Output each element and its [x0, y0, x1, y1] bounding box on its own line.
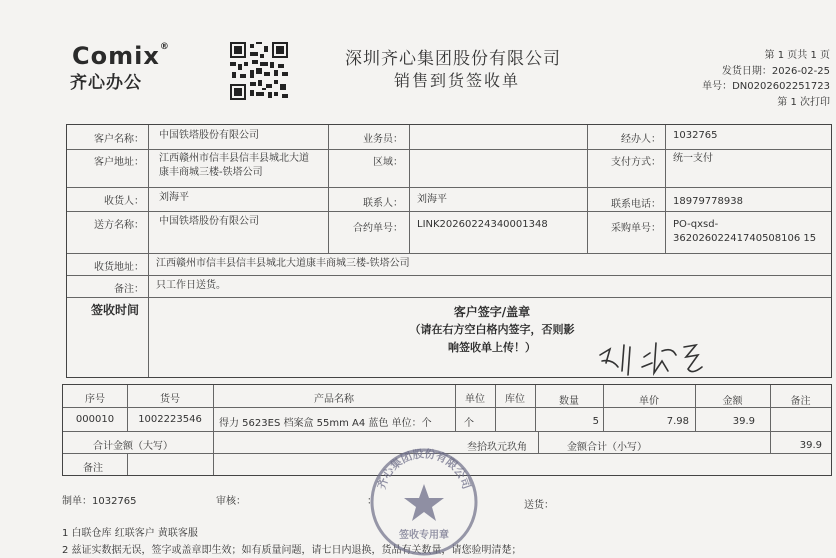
qr-code-icon	[230, 42, 288, 100]
company-name: 深圳齐心集团股份有限公司	[345, 49, 561, 69]
total-upper-value: 叁拾玖元玖角	[467, 442, 527, 453]
copy-distribution-note: 1 白联仓库 红联客户 黄联客服	[62, 528, 198, 539]
deliver-to-value: 中国铁塔股份有限公司	[159, 216, 259, 227]
total-lower-label: 金额合计（小写）	[567, 442, 647, 453]
seal-arc-text: 齐心集团股份有限公司	[374, 447, 474, 491]
customer-address-value	[159, 152, 309, 180]
contract-number-value: LINK20260224340001348	[417, 219, 548, 230]
maker: 制单：1032765	[62, 496, 137, 507]
receive-address-label: 收货地址：	[94, 262, 144, 273]
document-info	[702, 48, 830, 110]
contact-label: 联系人：	[363, 198, 403, 209]
row-sku: 1002223546	[138, 414, 202, 425]
contact-phone-label: 联系电话：	[611, 199, 661, 210]
contract-number-label: 合约单号：	[353, 223, 403, 234]
contact-value: 刘海平	[417, 194, 447, 205]
row-quantity: 5	[592, 416, 599, 427]
checker: ：	[367, 496, 377, 507]
header-unit: 单位	[465, 394, 485, 405]
customer-name-label: 客户名称：	[94, 134, 144, 145]
company-seal-stamp	[368, 446, 480, 558]
customer-address-line-2: 康丰商城三楼-铁塔公司	[159, 167, 263, 178]
signature-title: 客户签字/盖章	[453, 305, 531, 319]
signature-note-line-1: （请在右方空白格内签字，否则影	[409, 323, 575, 336]
delivery-info-table	[66, 124, 832, 378]
customer-name-value: 中国铁塔股份有限公司	[159, 130, 259, 141]
handwritten-signature	[592, 333, 722, 383]
logo-chinese: 齐心办公	[70, 73, 142, 93]
deliverer: 送货：	[524, 500, 554, 511]
customer-signature-instruction	[397, 303, 587, 357]
header-quantity: 数量	[559, 396, 579, 407]
header-note: 备注	[790, 396, 811, 407]
items-remark-label: 备注	[83, 463, 103, 474]
handler-label: 经办人：	[621, 134, 661, 145]
print-count: 第 1 次打印	[777, 96, 830, 108]
purchase-number-value	[673, 218, 816, 246]
seal-sub-text: 签收专用章	[399, 530, 449, 541]
row-seq: 000010	[75, 414, 115, 425]
sign-time-label: 签收时间	[91, 303, 140, 317]
purchase-number-line-2: 36202602241740508106 15	[673, 233, 817, 244]
region-label: 区域：	[373, 157, 403, 168]
row-unit-price: 7.98	[666, 416, 689, 427]
customer-address-line-1: 江西赣州市信丰县信丰县城北大道	[159, 153, 309, 164]
document-number: 单号：DN0202602251723	[702, 81, 830, 92]
remark-value: 只工作日送货。	[156, 280, 226, 291]
header-sku: 货号	[160, 394, 180, 405]
purchase-number-label: 采购单号：	[611, 223, 661, 234]
contact-phone-value: 18979778938	[673, 196, 743, 207]
customer-address-label: 客户地址：	[94, 157, 144, 168]
receiver-label: 收货人：	[104, 196, 144, 207]
comix-logo: Comix®	[72, 42, 170, 70]
header-product-name: 产品名称	[314, 394, 354, 405]
header-amount: 金额	[722, 396, 743, 407]
reviewer: 审核：	[216, 496, 246, 507]
total-lower-value: 39.9	[799, 440, 822, 451]
header-location: 库位	[505, 394, 525, 405]
row-unit: 个	[464, 418, 474, 429]
row-amount: 39.9	[732, 416, 755, 427]
deliver-to-label: 送方名称：	[94, 220, 144, 231]
payment-label: 支付方式：	[611, 157, 661, 168]
document-title: 销售到货签收单	[394, 71, 521, 90]
signature-note-line-2: 响签收单上传！）	[448, 341, 536, 354]
row-product-name: 得力 5623ES 档案盒 55mm A4 蓝色 单位：个	[219, 418, 432, 429]
receiver-value: 刘海平	[159, 192, 189, 203]
payment-value: 统一支付	[673, 153, 713, 164]
receive-address-value: 江西赣州市信丰县信丰县城北大道康丰商城三楼-铁塔公司	[156, 258, 410, 269]
ship-date: 发货日期：2026-02-25	[721, 65, 830, 77]
remark-label: 备注：	[114, 284, 144, 295]
purchase-number-line-1: PO-qxsd-	[673, 219, 719, 230]
page-info: 第 1 页共 1 页	[764, 50, 830, 61]
salesperson-label: 业务员：	[363, 134, 403, 145]
handler-value: 1032765	[673, 130, 718, 141]
total-upper-label: 合计金额（大写）	[93, 441, 173, 452]
header-unit-price: 单价	[639, 396, 659, 407]
header-seq: 序号	[85, 394, 105, 405]
validity-note: 2 兹证实数据无误，签字或盖章即生效；如有质量问题，请七日内退换，货品有关数量，请您验明清楚；	[62, 545, 522, 556]
